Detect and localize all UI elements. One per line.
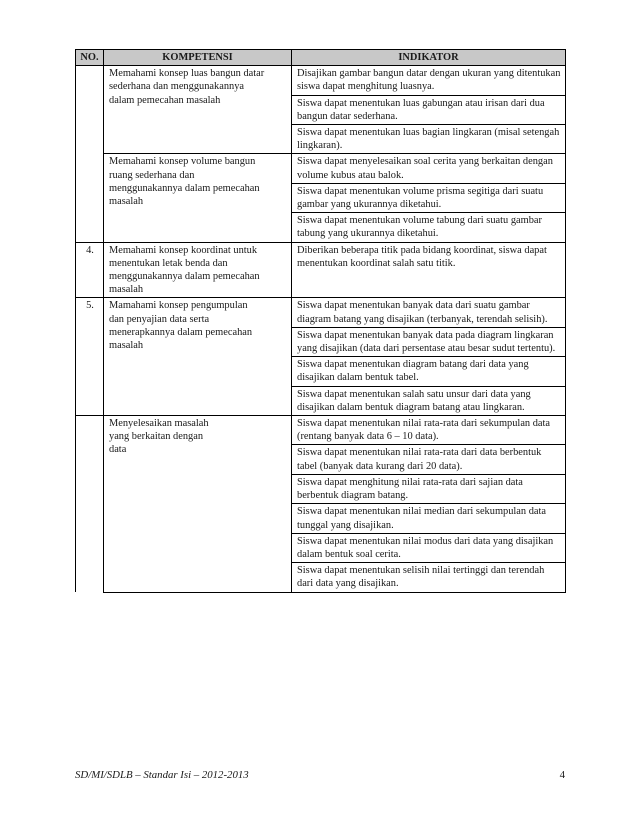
header-no: NO.: [76, 50, 104, 66]
competency-table: [75, 49, 566, 593]
indikator-cell: Siswa dapat menentukan selisih nilai tertinggi dan terendah dari data yang disajikan.: [292, 563, 566, 592]
row-number: 5.: [76, 298, 104, 416]
footer-title: SD/MI/SDLB – Standar Isi – 2012-2013: [75, 769, 249, 781]
indikator-cell: Siswa dapat menentukan banyak data pada diagram lingkaran yang disajikan (data dari persentase atau besar sudut tertentu).: [292, 327, 566, 356]
table-header-row: [76, 50, 566, 66]
table-row: [76, 416, 566, 445]
indikator-cell: Disajikan gambar bangun datar dengan ukuran yang ditentukan siswa dapat menghitung luasnya.: [292, 66, 566, 95]
header-kompetensi: KOMPETENSI: [104, 50, 292, 66]
row-number: [76, 154, 104, 242]
indikator-cell: Siswa dapat menyelesaikan soal cerita yang berkaitan dengan volume kubus atau balok.: [292, 154, 566, 183]
kompetensi-cell: Mamahami konsep pengumpulan dan penyajian data serta menerapkannya dalam pemecahan masalah: [104, 298, 292, 416]
table-body: [76, 66, 566, 592]
indikator-cell: Siswa dapat menentukan volume prisma segitiga dari suatu gambar yang ukurannya diketahui.: [292, 183, 566, 212]
indikator-cell: Siswa dapat menentukan banyak data dari suatu gambar diagram batang yang disajikan (terbanyak, terendah selisih).: [292, 298, 566, 327]
table-row: [76, 154, 566, 183]
indikator-cell: Siswa dapat menentukan nilai modus dari data yang disajikan dalam bentuk soal cerita.: [292, 533, 566, 562]
table-row: [76, 298, 566, 327]
indikator-cell: Siswa dapat menentukan nilai median dari sekumpulan data tunggal yang disajikan.: [292, 504, 566, 533]
indikator-cell: Siswa dapat menentukan volume tabung dari suatu gambar tabung yang ukurannya diketahui.: [292, 213, 566, 242]
kompetensi-cell: Memahami konsep luas bangun datar sederhana dan menggunakannya dalam pemecahan masalah: [104, 66, 292, 154]
kompetensi-cell: Memahami konsep koordinat untuk menentukan letak benda dan menggunakannya dalam pemecahan masalah: [104, 242, 292, 298]
table-row: [76, 66, 566, 95]
indikator-cell: Siswa dapat menghitung nilai rata-rata dari sajian data berbentuk diagram batang.: [292, 474, 566, 503]
indikator-cell: Siswa dapat menentukan luas bagian lingkaran (misal setengah lingkaran).: [292, 125, 566, 154]
kompetensi-cell: Memahami konsep volume bangun ruang sederhana dan menggunakannya dalam pemecahan masalah: [104, 154, 292, 242]
indikator-cell: Diberikan beberapa titik pada bidang koordinat, siswa dapat menentukan koordinat salah satu titik.: [292, 242, 566, 298]
header-indikator: INDIKATOR: [292, 50, 566, 66]
indikator-cell: Siswa dapat menentukan diagram batang dari data yang disajikan dalam bentuk tabel.: [292, 357, 566, 386]
indikator-cell: Siswa dapat menentukan nilai rata-rata dari sekumpulan data (rentang banyak data 6 – 10 data).: [292, 416, 566, 445]
indikator-cell: Siswa dapat menentukan nilai rata-rata dari data berbentuk tabel (banyak data kurang dari 20 data).: [292, 445, 566, 474]
page-number: 4: [559, 769, 565, 781]
indikator-cell: Siswa dapat menentukan luas gabungan atau irisan dari dua bangun datar sederhana.: [292, 95, 566, 124]
row-number: [76, 66, 104, 154]
table-row: [76, 242, 566, 298]
row-number: 4.: [76, 242, 104, 298]
indikator-cell: Siswa dapat menentukan salah satu unsur dari data yang disajikan dalam bentuk diagram batang atau lingkaran.: [292, 386, 566, 415]
row-number: [76, 416, 104, 592]
kompetensi-cell: Menyelesaikan masalah yang berkaitan dengan data: [104, 416, 292, 592]
